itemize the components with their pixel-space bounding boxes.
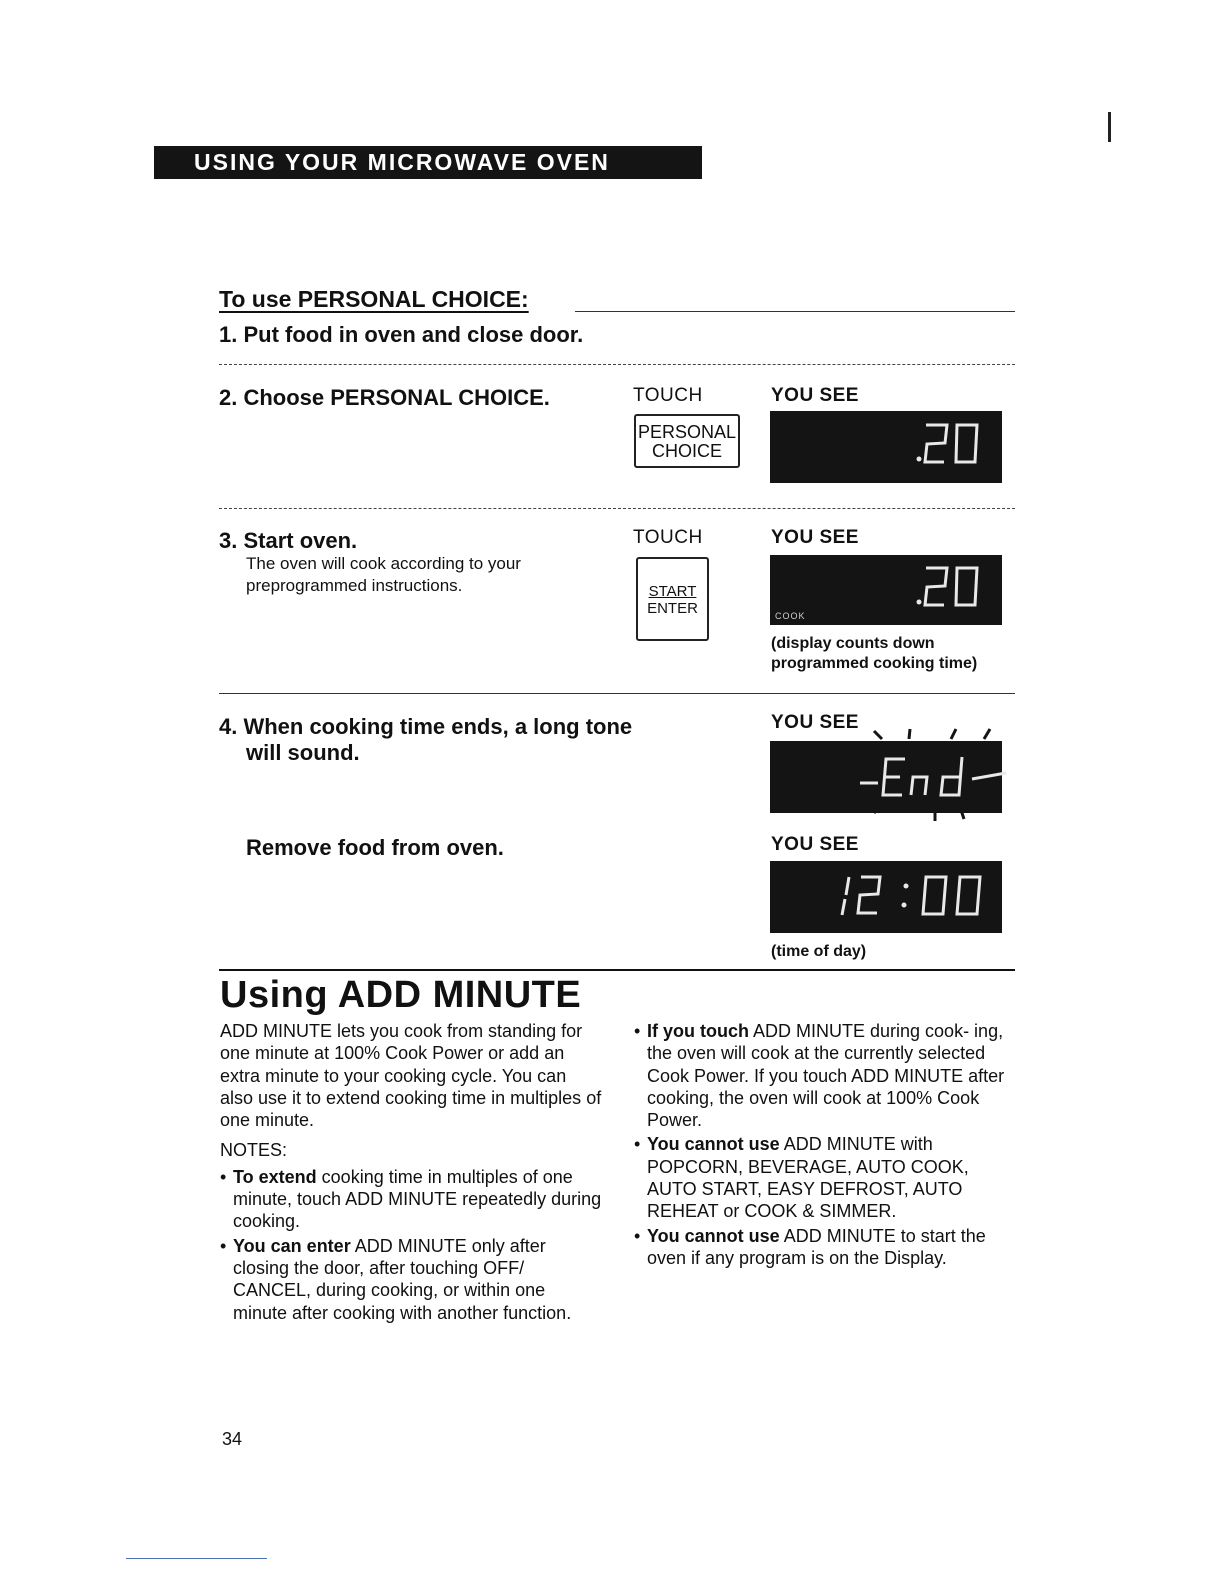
personal-choice-key[interactable]: [634, 414, 740, 468]
note-text: cooking time in multiples of one minute, touch ADD MINUTE repeatedly during cooking.: [233, 1166, 602, 1232]
add-minute-left-column: [220, 1020, 602, 1326]
note-item: [634, 1225, 1018, 1270]
display-digits: [770, 861, 1002, 933]
display-caption: (time of day): [771, 943, 867, 960]
you-see-label: YOU SEE: [771, 834, 859, 855]
note-text: ADD MINUTE only after closing the door, after touching OFF/ CANCEL, during cooking, or within one minute after cooking with another function.: [233, 1235, 572, 1323]
note-lead: You cannot use: [647, 1225, 780, 1246]
note-text: ADD MINUTE to start the oven if any program is on the Display.: [647, 1225, 986, 1268]
oven-display-flashing: [770, 741, 1002, 813]
page-number: 34: [222, 1429, 243, 1449]
add-minute-right-column: [634, 1020, 1018, 1271]
key-label-line1: PERSONAL: [637, 422, 737, 442]
key-label-line2: CHOICE: [651, 441, 722, 461]
display-digits: [770, 411, 1002, 483]
note-item: [634, 1020, 1018, 1131]
touch-label: TOUCH: [633, 385, 703, 406]
title-rule: [575, 311, 1015, 312]
step-1-title: 1. Put food in oven and close door.: [219, 322, 584, 347]
note-text: ADD MINUTE with POPCORN, BEVERAGE, AUTO COOK, AUTO START, EASY DEFROST, AUTO REHEAT or COOK & SIMMER.: [647, 1134, 969, 1222]
display-digits: [770, 741, 1002, 813]
step-3-body: The oven will cook according to your preprogrammed instructions.: [246, 554, 521, 595]
footer-line: [126, 1558, 267, 1559]
key-label-line1: START: [648, 583, 697, 600]
step-divider: [219, 508, 1015, 509]
right-notes-list: [634, 1020, 1018, 1269]
display-caption: (display counts down programmed cooking time): [771, 635, 978, 672]
add-minute-intro: ADD MINUTE lets you cook from standing for one minute at 100% Cook Power or add an extra minute to your cooking cycle. You can also use it to extend cooking time in multiples of one minute.: [220, 1021, 602, 1131]
start-enter-key[interactable]: [636, 557, 709, 641]
step-5-title: Remove food from oven.: [246, 835, 504, 860]
note-item: [220, 1166, 602, 1233]
oven-display: [770, 861, 1002, 933]
section-rule: [219, 969, 1015, 971]
personal-choice-title: To use PERSONAL CHOICE:: [219, 286, 529, 312]
note-item: [634, 1133, 1018, 1222]
note-item: [220, 1235, 602, 1324]
note-lead: To extend: [233, 1166, 317, 1187]
step-4-title: 4. When cooking time ends, a long tone will sound.: [219, 714, 633, 765]
step-divider: [219, 364, 1015, 365]
note-lead: You cannot use: [647, 1134, 780, 1155]
left-notes-list: [220, 1166, 602, 1324]
note-text: ADD MINUTE during cook- ing, the oven will cook at the currently selected Cook Power. If you touch ADD MINUTE after cooking, the oven will cook at 100% Cook Power.: [647, 1021, 1005, 1131]
note-lead: You can enter: [233, 1235, 351, 1256]
step-divider: [219, 693, 1015, 694]
cook-indicator: COOK: [775, 611, 806, 621]
you-see-label: YOU SEE: [771, 712, 859, 733]
oven-display: [770, 411, 1002, 483]
section-banner: USING YOUR MICROWAVE OVEN: [154, 146, 702, 179]
oven-display: [770, 555, 1002, 625]
key-label-line2: ENTER: [647, 600, 698, 617]
note-lead: If you touch: [647, 1021, 749, 1041]
touch-label: TOUCH: [633, 527, 703, 548]
add-minute-heading: Using ADD MINUTE: [220, 974, 582, 1016]
step-3-title: 3. Start oven.: [219, 528, 358, 553]
notes-label: NOTES:: [220, 1140, 288, 1161]
you-see-label: YOU SEE: [771, 527, 859, 548]
step-2-title: 2. Choose PERSONAL CHOICE.: [219, 385, 550, 410]
you-see-label: YOU SEE: [771, 385, 859, 406]
margin-mark: [1108, 112, 1111, 142]
